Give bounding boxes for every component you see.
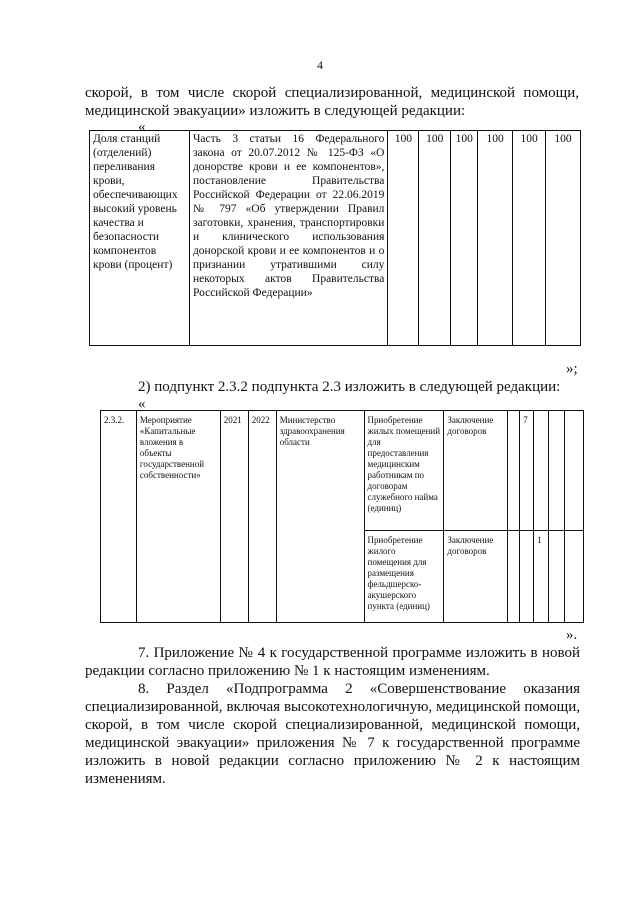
event-number: 2.3.2. [101,411,137,623]
page-number: 4 [317,58,323,72]
value-cell-2: 100 [419,131,451,346]
item-8-line-3: скорой, в том числе скорой специализированной, медицинской помощи, [85,717,580,733]
row1-value-1 [508,411,520,531]
item-7-line-1: 7. Приложение № 4 к государственной программе изложить в новой [138,645,580,661]
intro-line-2: медицинской эвакуации» изложить в следующей редакции: [85,103,466,119]
item-8-line-1: 8. Раздел «Подпрограмма 2 «Совершенствование оказания [138,681,580,697]
row1-result: Заключение договоров [444,411,508,531]
row2-value-4 [549,531,565,623]
legal-basis: Часть 3 статьи 16 Федерального закона от 20.07.2012 № 125-ФЗ «О донорстве крови и ее компонентов», постановление Правительства Российской Федерации от 22.06.2019 № 797 «Об утверждении Правил заготовки, хранения, транспортировки и клинического использования донорской крови и ее компонентов и о признании утратившими силу некоторых актов Правительства Российской Федерации» [192,133,385,299]
value-cell-4: 100 [478,131,513,346]
event-name: Мероприятие «Капитальные вложения в объекты государственной собственности» [136,411,220,623]
legal-basis-cell [189,131,387,346]
row1-value-3 [534,411,549,531]
value-cell-1: 100 [388,131,419,346]
indicator-name: Доля станций (отделений) переливания крови, обеспечивающих высокий уровень качества и безопасности компонентов крови (процент) [93,133,178,271]
intro-line-1: скорой, в том числе скорой специализированной, медицинской помощи, [85,85,579,101]
table1-open-quote: « [138,119,146,135]
event-year-start: 2021 [220,411,248,623]
table1-close-quote: »; [566,361,578,377]
row2-value-3: 1 [534,531,549,623]
row2-indicator: Приобретение жилого помещения для размещения фельдшерско-акушерского пункта (единиц) [364,531,444,623]
indicator-table [89,130,581,346]
value-cell-6: 100 [546,131,581,346]
indicator-name-cell [90,131,190,346]
table2-close-quote: ». [566,627,578,643]
value-cell-5: 100 [513,131,546,346]
row1-value-5 [565,411,584,531]
item-8-line-2: специализированной, включая высокотехнологичную, медицинской помощи, [85,699,580,715]
event-executor: Министерство здравоохранения области [276,411,364,623]
item-7-line-2: редакции согласно приложению № 1 к настоящим изменениям. [85,663,490,679]
row2-result: Заключение договоров [444,531,508,623]
table2-open-quote: « [138,396,146,412]
row2-value-5 [565,531,584,623]
item-8-line-4: медицинской эвакуации» приложения № 7 к государственной программе [85,735,580,751]
row2-value-2 [520,531,534,623]
row1-indicator: Приобретение жилых помещений для предоставления медицинским работникам по договорам служебного найма (единиц) [364,411,444,531]
event-year-end: 2022 [248,411,276,623]
item-8-line-6: изменениям. [85,771,166,787]
value-cell-3: 100 [451,131,478,346]
event-table [100,410,584,623]
item-2-text: 2) подпункт 2.3.2 подпункта 2.3 изложить в следующей редакции: [138,379,561,395]
row1-value-4 [549,411,565,531]
row1-value-2: 7 [520,411,534,531]
item-8-line-5: изложить в новой редакции согласно приложению № 2 к настоящим [85,753,580,769]
row2-value-1 [508,531,520,623]
